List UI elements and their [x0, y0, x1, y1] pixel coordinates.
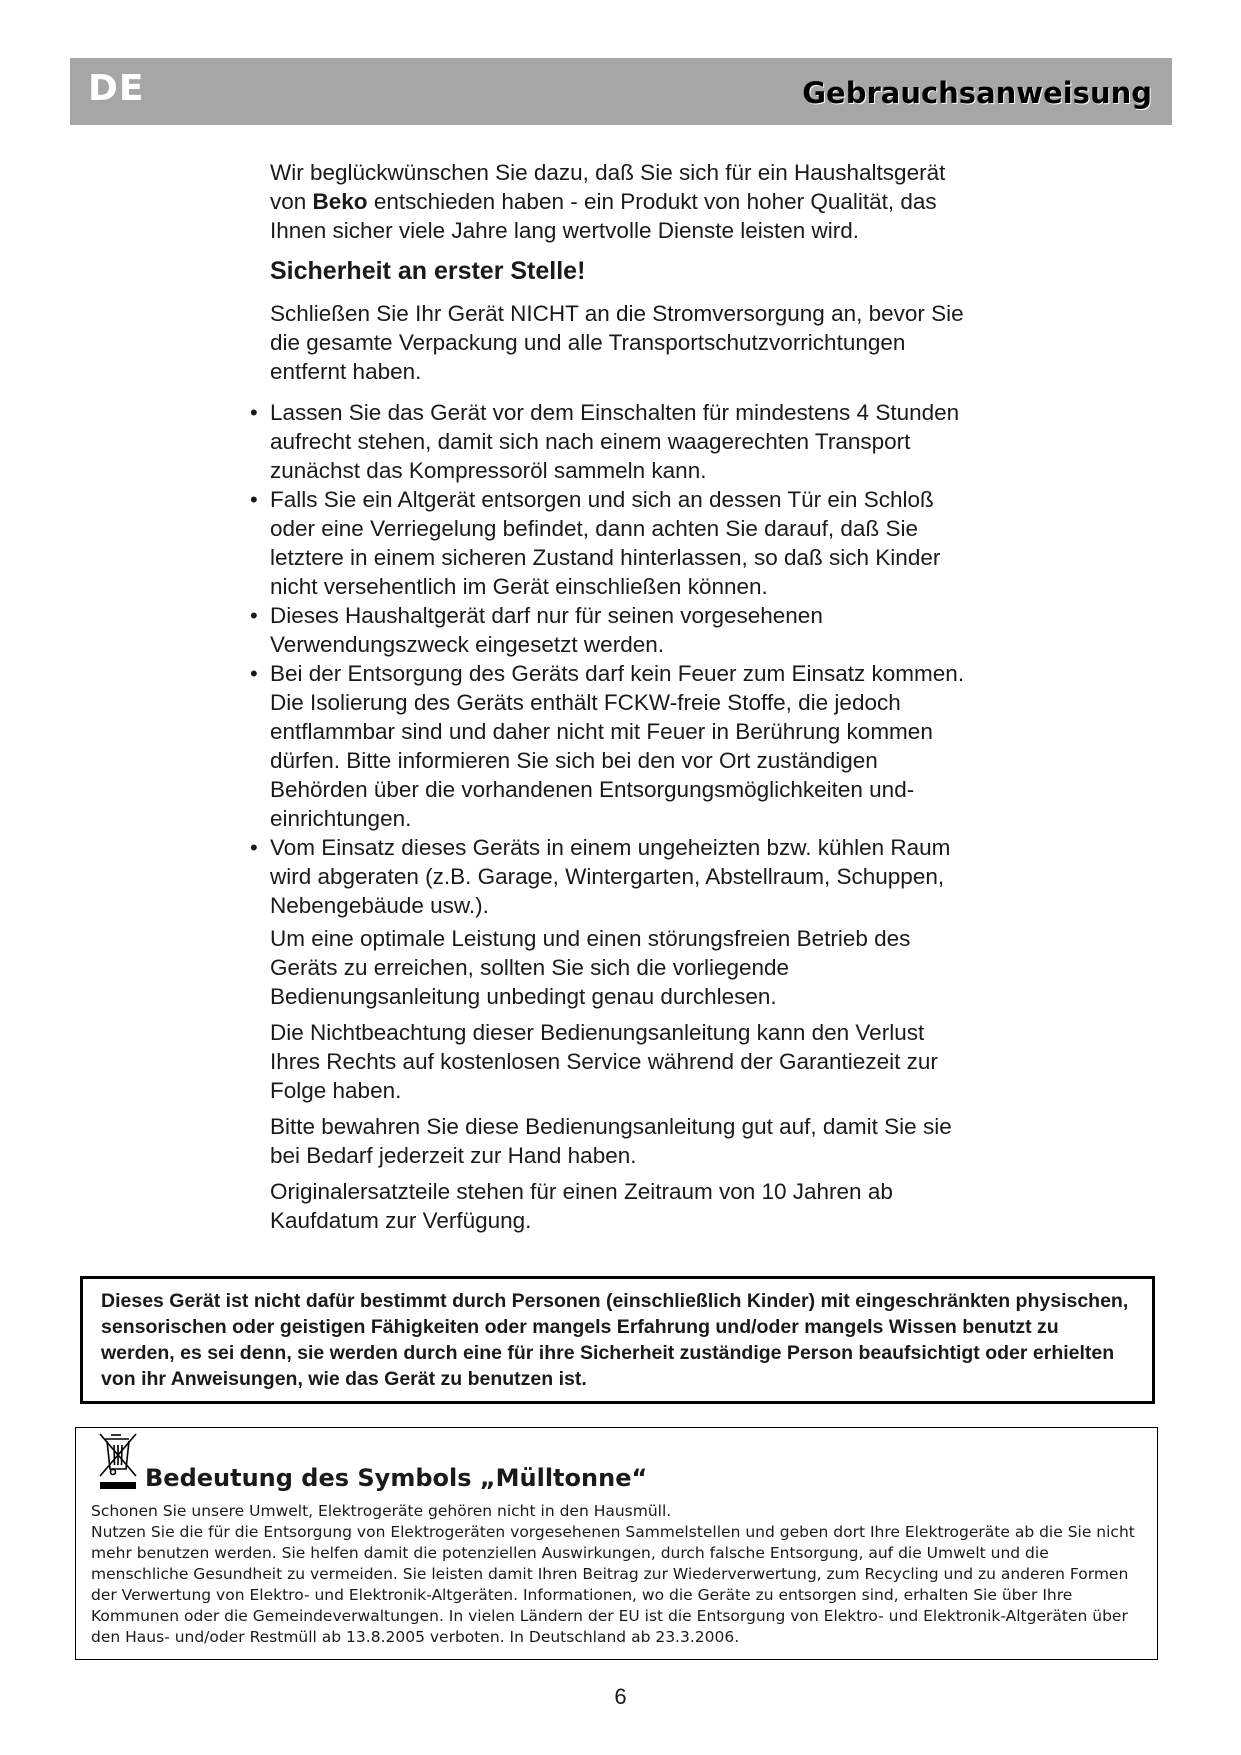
bullet-icon: • [250, 487, 258, 512]
bullet-icon: • [250, 603, 258, 628]
crossed-out-wheelie-bin-icon [98, 1432, 138, 1490]
header-bar [70, 58, 1172, 125]
brand-name: Beko [312, 189, 368, 214]
warranty-paragraph: Die Nichtbeachtung dieser Bedienungsanleitung kann den Verlust Ihres Rechts auf kostenlosen Service während der Garantiezeit zur Folge haben. [270, 1020, 938, 1103]
list-item: • Lassen Sie das Gerät vor dem Einschalten für mindestens 4 Stunden aufrecht stehen, damit sich nach einem waagerechten Transport zunächst das Kompressoröl sammeln kann. [250, 400, 960, 483]
safety-bullet-list [250, 398, 970, 920]
spare-parts-paragraph: Originalersatzteile stehen für einen Zeitraum von 10 Jahren ab Kaufdatum zur Verfügung. [270, 1179, 893, 1233]
safety-lead-paragraph: Schließen Sie Ihr Gerät NICHT an die Stromversorgung an, bevor Sie die gesamte Verpackung und alle Transportschutzvorrichtungen entfernt haben. [270, 301, 964, 384]
keep-manual-paragraph: Bitte bewahren Sie diese Bedienungsanleitung gut auf, damit Sie sie bei Bedarf jederzeit zur Hand haben. [270, 1114, 952, 1168]
disposal-text [91, 1501, 1146, 1648]
main-content [250, 158, 970, 1242]
intro-paragraph: Wir beglückwünschen Sie dazu, daß Sie sich für ein Haushaltsgerät von Beko entschieden haben - ein Produkt von hoher Qualität, das Ihnen sicher viele Jahre lang wertvolle Dienste leisten wird. [270, 160, 946, 243]
warning-box [80, 1276, 1155, 1404]
disposal-body: Nutzen Sie die für die Entsorgung von Elektrogeräten vorgesehenen Sammelstellen und geben dort Ihre Elektrogeräte ab die Sie nicht mehr benutzen werden. Sie helfen damit die potenziellen Auswirkungen, durch falsche Entsorgung, auf die Umwelt und die menschliche Gesundheit zu vermeiden. Sie leisten damit Ihren Beitrag zur Wiederverwertung, zum Recycling und zu anderen Formen der Verwertung von Elektro- und Elektronik-Altgeräten. Informationen, wo die Geräte zu entsorgen sind, erhalten Sie über Ihre Kommunen oder die Gemeindeverwaltungen. In vielen Ländern der EU ist die Entsorgung von Elektro- und Elektronik-Altgeräten über den Haus- und/oder Restmüll ab 13.8.2005 verboten. In Deutschland ab 23.3.2006. [91, 1523, 1135, 1646]
language-code: DE [88, 68, 145, 109]
bullet-icon: • [250, 400, 258, 425]
disposal-first-line: Schonen Sie unsere Umwelt, Elektrogeräte gehören nicht in den Hausmüll. [91, 1502, 672, 1520]
list-item: • Bei der Entsorgung des Geräts darf kein Feuer zum Einsatz kommen. Die Isolierung des Geräts enthält FCKW-freie Stoffe, die jedoch entflammbar sind und daher nicht mit Feuer in Berührung kommen dürfen. Bitte informieren Sie sich bei den vor Ort zuständigen Behörden über die vorhandenen Entsorgungsmöglichkeiten und-einrichtungen. [250, 661, 965, 831]
document-title: Gebrauchsanweisung [802, 76, 1152, 110]
list-item: • Vom Einsatz dieses Geräts in einem ungeheizten bzw. kühlen Raum wird abgeraten (z.B. Garage, Wintergarten, Abstellraum, Schuppen, Nebengebäude usw.). [250, 835, 951, 918]
warning-text: Dieses Gerät ist nicht dafür bestimmt durch Personen (einschließlich Kinder) mit eingeschränkten physischen, sensorischen oder geistigen Fähigkeiten oder mangels Erfahrung und/oder mangels Wissen benutzt zu werden, es sei denn, sie werden durch eine für ihre Sicherheit zuständige Person beaufsichtigt oder erhielten von ihr Anweisungen, wie das Gerät zu benutzen ist. [101, 1290, 1129, 1390]
disposal-box [75, 1427, 1158, 1660]
bullet-icon: • [250, 835, 258, 860]
safety-heading: Sicherheit an erster Stelle! [270, 257, 586, 285]
page-number: 6 [614, 1684, 627, 1709]
bullet-icon: • [250, 661, 258, 686]
list-item: • Dieses Haushaltgerät darf nur für seinen vorgesehenen Verwendungszweck eingesetzt werden. [250, 603, 823, 657]
list-item: • Falls Sie ein Altgerät entsorgen und sich an dessen Tür ein Schloß oder eine Verriegelung befindet, dann achten Sie darauf, daß Sie letztere in einem sicheren Zustand hinterlassen, so daß sich Kinder nicht versehentlich im Gerät einschließen können. [250, 487, 941, 599]
disposal-title: Bedeutung des Symbols „Mülltonne“ [145, 1464, 648, 1492]
manual-reading-paragraph: Um eine optimale Leistung und einen störungsfreien Betrieb des Geräts zu erreichen, sollten Sie sich die vorliegende Bedienungsanleitung unbedingt genau durchlesen. [270, 926, 911, 1009]
